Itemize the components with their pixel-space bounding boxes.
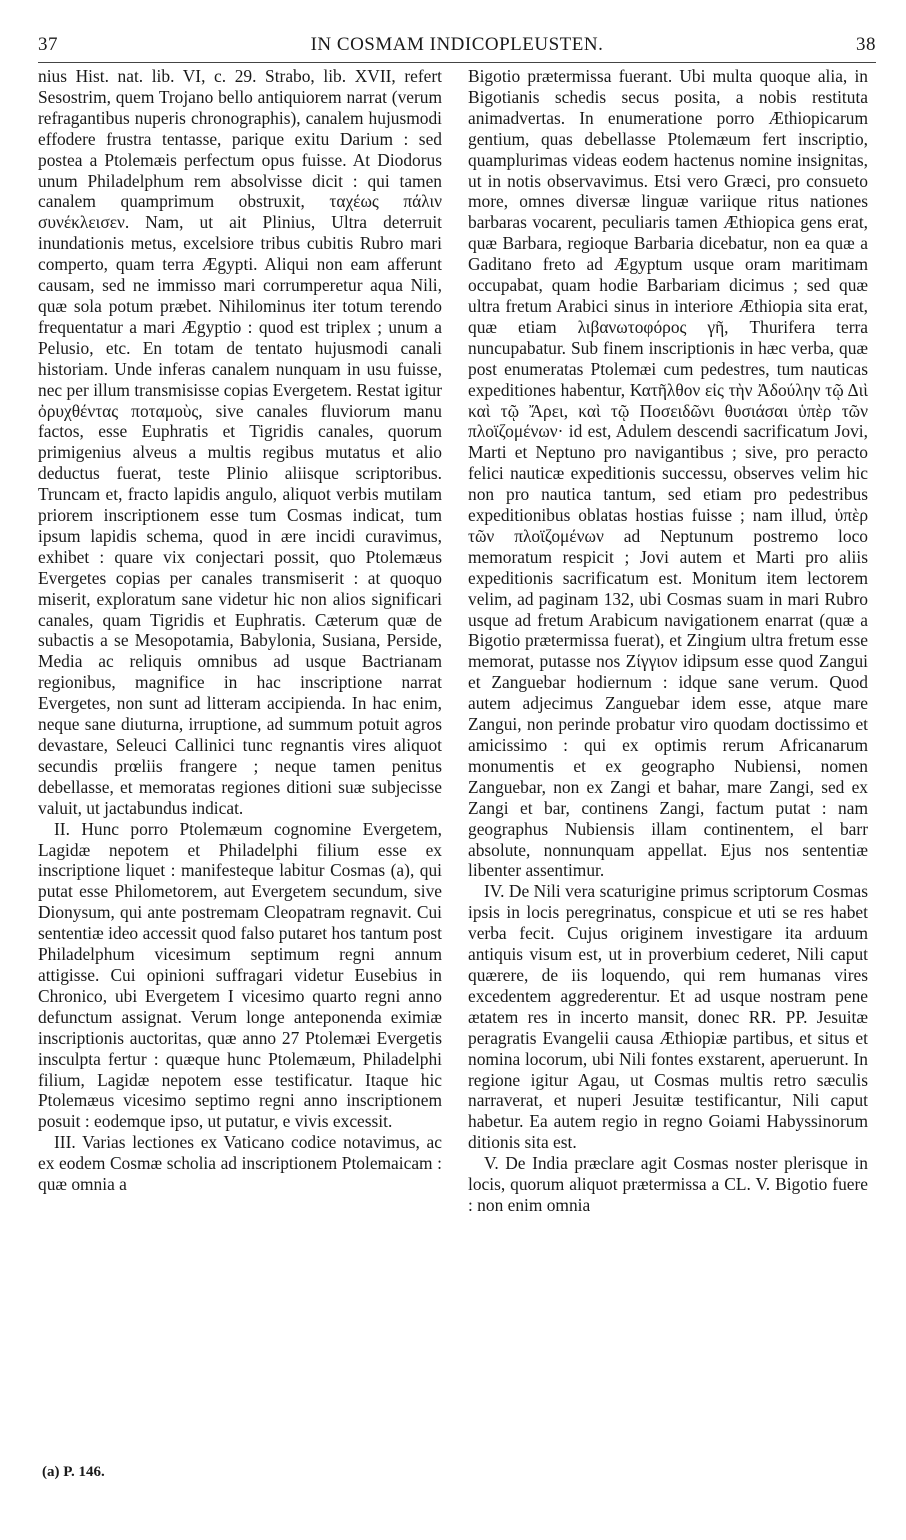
paragraph-continuation: nius Hist. nat. lib. VI, c. 29. Strabo, lib. XVII, refert Sesostrim, quem Trojano bello antiquiorem narrat (verum refragantibus nuperis chronographis), canalem hujusmodi effodere frustra tentasse, parique exitu Darium : sed postea a Ptolemæis perfectum opus fuisse. At Diodorus unum Philadelphum rem absolvisse dicit : qui tamen canalem quamprimum obstruxit, ταχέως πάλιν συνέκλεισεν. Nam, ut ait Plinius, Ultra deterruit inundationis metus, excelsiore tribus cubitis Rubro mari comperto, quam terra Ægypti. Aliqui non eam afferunt causam, sed ne immisso mari corrumperetur aqua Nili, quæ sola potum præbet. Nihilominus iter totum terendo frequentatur a mari Ægyptio : quod est triplex ; unum a Pelusio, etc. En totam de tentato hujusmodi canali historiam. Unde inferas canalem nunquam in usu fuisse, nec per illum transmisisse copias Evergetem. Restat igitur ὀρυχθέντας ποταμοὺς, sive canales fluviorum manu factos, esse Euphratis et Tigridis canales, quorum primigenius alveus a multis regibus mutatus et alio deductus fuerat, teste Plinio aliisque scriptoribus. Truncam et, fracto lapidis angulo, aliquot verbis mutilam priorem inscriptionem esse tum Cosmas indicat, tum ipsum lapidis schema, quod in ære incidi curavimus, exhibet : quare vix conjectari possit, quo Ptolemæus Evergetes copias per canales transmiserit : at quoquo miserit, exploratum sane videtur hic non alios significari canales, quam Tigridis et Euphratis. Cæterum quæ de subactis a se Mesopotamia, Babylonia, Susiana, Perside, Media ac reliquis omnibus ad usque Bactrianam regionibus, magnifice in hac inscriptione narrat Evergetes, non sunt ad litteram accipienda. In hac enim, neque sane diuturna, irruptione, ad summum potuit agros devastare, Seleuci Callinici tunc regnantis vires aliquot secundis prœliis frangere ; neque tamen penitus debellasse, et memoratas regiones ditioni suæ subjecisse valuit, ut jactabundus indicat. (38, 66, 442, 818)
column-gutter (455, 66, 456, 1452)
paragraph-iii: III. Varias lectiones ex Vaticano codice notavimus, ac ex eodem Cosmæ scholia ad inscriptionem Ptolemaicam : quæ omnia a (38, 1132, 442, 1195)
page-number-right: 38 (855, 34, 876, 55)
paragraph-iii-continued: Bigotio prætermissa fuerant. Ubi multa quoque alia, in Bigotianis schedis secus posita, a nobis restituta animadvertas. In enumeratione porro Æthiopicarum gentium, quas debellasse Ptolemæum fert inscriptio, quamplurimas videas eodem hactenus nomine insignitas, ut in notis observavimus. Etsi vero Græci, pro consueto more, omnes diversæ linguæ variique ritus nationes barbaras vocarent, peculiaris tamen Æthiopica gens erat, quæ Barbara, regioque Barbaria dicebatur, non ea quæ a Gaditano freto ad Ægyptum usque oram maritimam occupabat, quam hodie Barbariam dicimus ; sed quæ ultra fretum Arabici sinus in interiore Æthiopia sita erat, quæ etiam λιβανωτοφόρος γῆ, Thurifera terra nuncupabatur. Sub finem inscriptionis in hæc verba, quæ post enumeratas Ptolemæi cum pedestres, tum nauticas expeditiones habentur, Κατῆλθον εἰς τὴν Ἀδούλην τῷ Διὶ καὶ τῷ Ἄρει, καὶ τῷ Ποσειδῶνι θυσιάσαι ὑπὲρ τῶν πλοϊζομένων· id est, Adulem descendi sacrificatum Jovi, Marti et Neptuno pro navigantibus ; sive, pro peracto felici nauticæ expeditionis successu, observes velim hic non pro nautica tantum, sed etiam pro pedestribus expeditionibus oblatas hostias fuisse ; nam illud, ὑπὲρ τῶν πλοϊζομένων ad Neptunum postremo loco memoratum respicit ; Jovi autem et Marti pro aliis expeditionis sacrificatum est. Monitum item lectorem velim, ad paginam 132, ubi Cosmas suam in mari Rubro usque ad fretum Arabicum navigationem enarrat (quæ a Bigotio prætermissa fuerat), et Zingium ultra fretum esse memorat, putasse nos Ζίγγιον idipsum esse quod Zangui et Zanguebar hodiernum : idque sane verum. Quod autem adjecimus Zanguebar idem esse, atque mare Zangui, non perinde probatur viro quodam doctissimo et amicissimo : qui ex optimis rerum Africanarum monumentis et ex geographo Nubiensi, nomen Zanguebar, non ex Zangi et bahar, mare Zangi, sed ex Zangi et bar, continens Zangi, factum putat : nam geographus Nubiensis illam continentem, el barr absolute, nonnunquam appellat. Ejus nos sententiæ libenter assentimur. (468, 66, 868, 881)
right-column (468, 66, 868, 1216)
running-title: IN COSMAM INDICOPLEUSTEN. (310, 34, 604, 55)
footnote: (a) P. 146. (42, 1464, 105, 1480)
left-column (38, 66, 442, 1195)
paragraph-iv: IV. De Nili vera scaturigine primus scriptorum Cosmas ipsis in locis peregrinatus, conspicue et uti se res habet verba fecit. Cujus originem investigare ita arduum antiquis visum est, ut in proverbium cederet, Nili caput quærere, de iis loquendo, qui rem humanas vires excedentem aggrederentur. Et ad usque nostram pene ætatem res in incerto mansit, donec RR. PP. Jesuitæ peragratis Evangelii causa Æthiopiæ partibus, et situs et nomina locorum, ubi Nili fontes exstarent, aperuerunt. In regione igitur Agau, ut Cosmas multis retro sæculis narraverat, et nuperi Jesuitæ testificantur, Nili caput habetur. Ea autem regio in regno Goiami Habyssinorum ditionis sita est. (468, 881, 868, 1153)
running-header (38, 30, 876, 60)
paragraph-ii: II. Hunc porro Ptolemæum cognomine Evergetem, Lagidæ nepotem et Philadelphi filium esse ex inscriptione liquet : manifesteque labitur Cosmas (a), qui putat esse Philometorem, aut Evergetem secundum, sive Dionysum, qui ante postremam Cleopatram regnavit. Cui sententiæ ideo accessit quod falso putaret hos tantum post Philadelphum vicesimum septimum regni annum attigisse. Cui opinioni suffragari videtur Eusebius in Chronico, ubi Evergetem I vicesimo quarto regni anno defunctum assignat. Verum longe anteponenda eximiæ inscriptionis auctoritas, quæ anno 27 Ptolemæi Evergetis insculpta fertur : quæque hunc Ptolemæum, Philadelphi filium, Lagidæ nepotem esse testificatur. Itaque hic Ptolemæus vicesimo septimo regni anno inscriptionem posuit : eodemque ipso, ut putatur, e vivis excessit. (38, 818, 442, 1132)
paragraph-v: V. De India præclare agit Cosmas noster plerisque in locis, quorum aliquot prætermissa a CL. V. Bigotio fuere : non enim omnia (468, 1153, 868, 1215)
header-rule (38, 62, 876, 63)
page-number-left: 37 (38, 34, 58, 55)
